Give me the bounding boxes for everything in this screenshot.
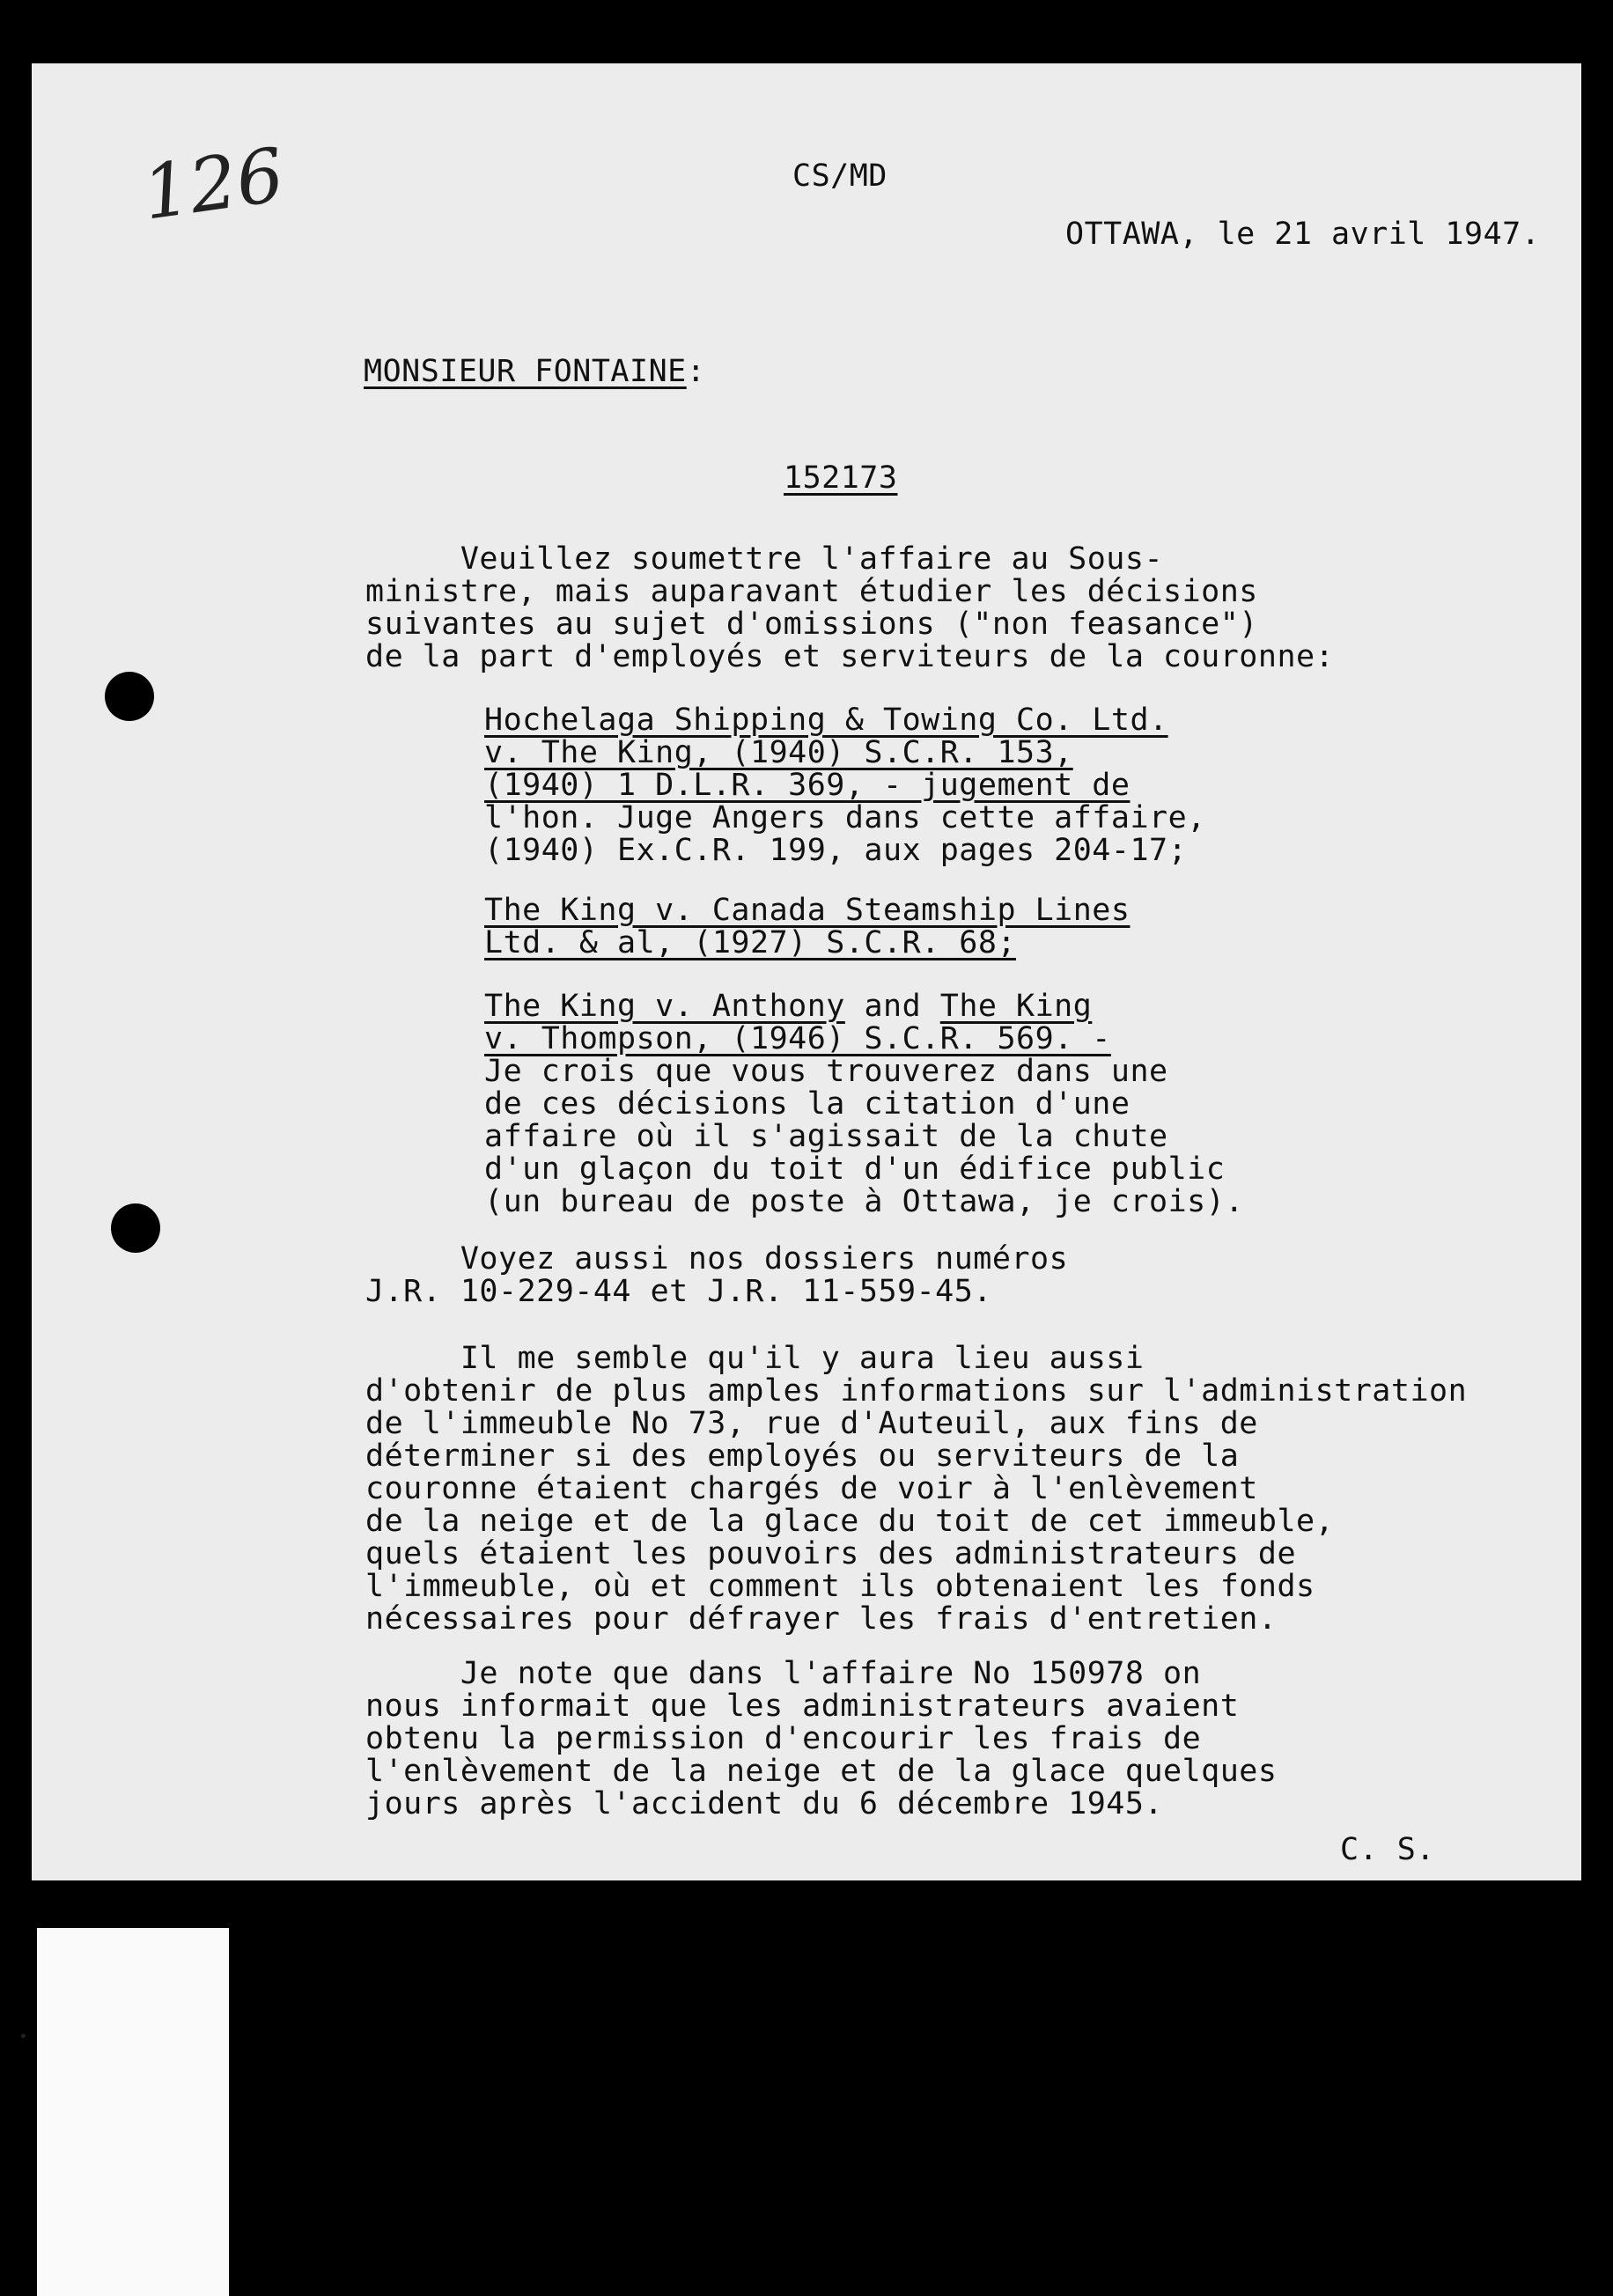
info-paragraph [365, 1343, 1467, 1636]
dossiers-line: Voyez aussi nos dossiers numéros [365, 1241, 1069, 1277]
note-line: jours après l'accident du 6 décembre 1945. [365, 1786, 1164, 1821]
handwritten-number: 126 [136, 131, 290, 237]
info-line: nécessaires pour défrayer les frais d'entretien. [365, 1601, 1278, 1637]
case-citation-line: v. The King, (1940) S.C.R. 153, [484, 735, 1073, 770]
case-citation-line [484, 769, 1206, 802]
case-note-line: de ces décisions la citation d'une [484, 1086, 1131, 1122]
reference-initials: CS/MD [792, 158, 888, 194]
case-note-line: (1940) Ex.C.R. 199, aux pages 204-17; [484, 833, 1188, 868]
case-note-line: affaire où il s'agissait de la chute [484, 1119, 1168, 1154]
info-line: quels étaient les pouvoirs des administrateurs de [365, 1536, 1297, 1571]
case-note-line: l'hon. Juge Angers dans cette affaire, [484, 800, 1206, 835]
case-note-line: d'un glaçon du toit d'un édifice public [484, 1152, 1226, 1187]
dossiers-paragraph [365, 1243, 1068, 1308]
speck [21, 2034, 26, 2038]
info-line: l'immeuble, où et comment ils obtenaient les fonds [365, 1569, 1315, 1604]
intro-line: Veuillez soumettre l'affaire au Sous- [365, 541, 1164, 577]
addressee-colon: : [686, 354, 706, 389]
case-citation-line: Ltd. & al, (1927) S.C.R. 68; [484, 925, 1017, 960]
info-line: déterminer si des employés ou serviteurs de la [365, 1439, 1240, 1474]
case-citation-line: The King v. Canada Steamship Lines [484, 893, 1131, 928]
case-citation-line: v. Thompson, (1946) S.C.R. 569. - [484, 1021, 1111, 1056]
blank-card [37, 1928, 229, 2296]
punch-hole-top [105, 672, 154, 721]
case-citation-line [484, 990, 1244, 1023]
case-citation-line: Hochelaga Shipping & Towing Co. Ltd. [484, 703, 1168, 738]
info-line: couronne étaient chargés de voir à l'enlèvement [365, 1471, 1258, 1506]
case-hochelaga [484, 704, 1206, 867]
case-note-line: Je crois que vous trouverez dans une [484, 1054, 1168, 1089]
case-connector: and [864, 989, 922, 1024]
date-line: OTTAWA, le 21 avril 1947. [1065, 217, 1541, 252]
info-line: de l'immeuble No 73, rue d'Auteuil, aux fins de [365, 1406, 1258, 1441]
dossiers-line: J.R. 10-229-44 et J.R. 11-559-45. [365, 1274, 992, 1309]
note-line: obtenu la permission d'encourir les frais de [365, 1721, 1202, 1756]
intro-line: suivantes au sujet d'omissions ("non feasance") [365, 607, 1258, 642]
punch-hole-bottom [111, 1203, 160, 1253]
note-paragraph [365, 1658, 1277, 1821]
note-line: nous informait que les administrateurs avaient [365, 1689, 1240, 1724]
case-canada-steamship [484, 894, 1130, 960]
info-line: Il me semble qu'il y aura lieu aussi [365, 1341, 1145, 1376]
case-note-line: (un bureau de poste à Ottawa, je crois). [484, 1184, 1244, 1219]
case-citation-underlined: The King v. Anthony [484, 989, 845, 1024]
case-citation-underlined: (1940) 1 D.L.R. 369, - jugement de [484, 768, 1131, 803]
case-citation-underlined: The King [939, 989, 1093, 1024]
intro-line: ministre, mais auparavant étudier les décisions [365, 574, 1258, 609]
addressee [364, 356, 705, 388]
case-anthony-thompson [484, 990, 1244, 1218]
note-line: l'enlèvement de la neige et de la glace quelques [365, 1754, 1278, 1789]
info-line: d'obtenir de plus amples informations sur l'administration [365, 1373, 1468, 1409]
intro-line: de la part d'employés et serviteurs de la couronne: [365, 639, 1335, 674]
file-number: 152173 [784, 460, 898, 496]
note-line: Je note que dans l'affaire No 150978 on [365, 1656, 1202, 1691]
info-line: de la neige et de la glace du toit de cet immeuble, [365, 1504, 1335, 1539]
intro-paragraph [365, 543, 1334, 673]
addressee-name: MONSIEUR FONTAINE [364, 354, 687, 389]
signature-initials: C. S. [1340, 1832, 1435, 1867]
